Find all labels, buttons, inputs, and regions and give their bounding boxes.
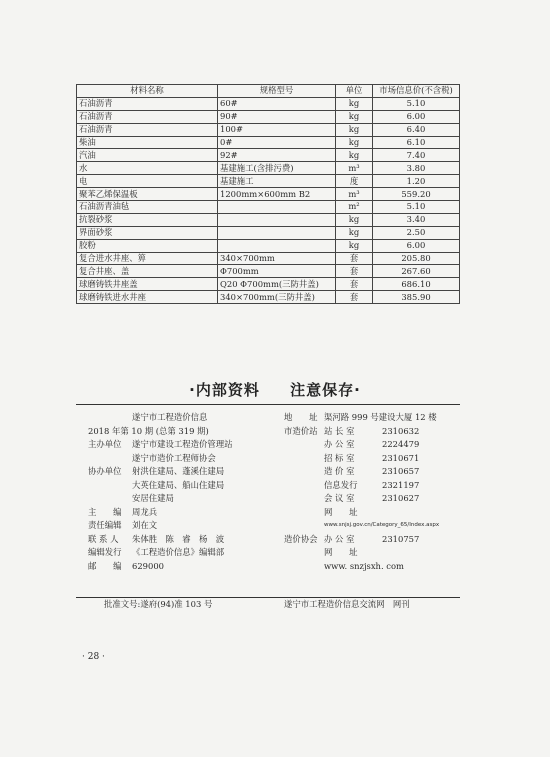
cell-price: 6.00 [373, 239, 460, 252]
info-row [76, 519, 276, 533]
table-row [77, 97, 460, 110]
info-value: 2310632 [382, 425, 420, 436]
info-row [76, 452, 276, 466]
table-row [77, 239, 460, 252]
table-row [77, 252, 460, 265]
info-row [76, 438, 276, 452]
cell-price: 6.00 [373, 110, 460, 123]
table-row [77, 291, 460, 304]
cell-price: 1.20 [373, 175, 460, 188]
info-value: 《工程造价信息》编辑部 [132, 547, 225, 557]
cell-unit: m² [336, 201, 373, 214]
table-header-row [77, 85, 460, 98]
cell-spec: 340×700mm(三防井盖) [218, 291, 336, 304]
cell-unit: kg [336, 226, 373, 239]
info-value: 遂宁市工程造价信息 [132, 412, 208, 422]
info-row [284, 506, 460, 520]
cell-name: 抗裂砂浆 [77, 213, 218, 226]
cell-name: 胶粉 [77, 239, 218, 252]
info-value: 渠河路 999 号建设大厦 12 楼 [324, 412, 437, 422]
info-row [284, 546, 460, 560]
cell-spec: 1200mm×600mm B2 [218, 188, 336, 201]
table-row [77, 278, 460, 291]
cell-price: 267.60 [373, 265, 460, 278]
info-row [284, 479, 460, 493]
info-left-column [76, 411, 276, 573]
page-number: · 28 · [82, 652, 105, 662]
cell-price: 6.40 [373, 123, 460, 136]
table-row [77, 201, 460, 214]
network-journal: 遂宁市工程造价信息交流网 网刊 [284, 599, 410, 609]
publication-info [76, 404, 460, 598]
info-value: 2321197 [382, 479, 420, 490]
info-value: 朱体胜 陈 睿 杨 波 [132, 533, 225, 544]
info-label: 责任编辑 [88, 520, 122, 530]
info-sublabel: 会 议 室 [324, 493, 355, 503]
cell-unit: kg [336, 136, 373, 149]
cell-name: 复合井座、盖 [77, 265, 218, 278]
table-row [77, 188, 460, 201]
table-row [77, 110, 460, 123]
cell-name: 电 [77, 175, 218, 188]
info-value: 2018 年第 10 期 (总第 319 期) [88, 425, 209, 436]
cell-unit: kg [336, 149, 373, 162]
cell-spec [218, 239, 336, 252]
info-row [76, 411, 276, 425]
table-row [77, 226, 460, 239]
info-sublabel: 信息发行 [324, 479, 358, 490]
cell-price: 385.90 [373, 291, 460, 304]
cell-price: 3.80 [373, 162, 460, 175]
info-label: 协办单位 [88, 466, 122, 476]
cell-price: 686.10 [373, 278, 460, 291]
info-row [284, 465, 460, 479]
cell-price: 6.10 [373, 136, 460, 149]
info-row [284, 438, 460, 452]
info-sublabel: 网 址 [324, 547, 358, 557]
info-value: 周龙兵 [132, 506, 158, 517]
info-sublabel: 办 公 室 [324, 439, 355, 449]
info-value: 刘在文 [132, 520, 158, 530]
info-label: 市造价站 [284, 425, 318, 436]
cell-spec [218, 226, 336, 239]
cell-unit: kg [336, 213, 373, 226]
cell-unit: kg [336, 239, 373, 252]
cell-name: 石油沥青 [77, 97, 218, 110]
cell-name: 聚苯乙烯保温板 [77, 188, 218, 201]
info-value: 2310757 [382, 533, 420, 544]
notice-banner [0, 379, 550, 400]
notice-keep: 注意保存· [290, 381, 361, 399]
cell-spec: 100# [218, 123, 336, 136]
column-header-name: 材料名称 [77, 85, 218, 98]
info-right-column [284, 411, 460, 573]
cell-name: 石油沥青 [77, 123, 218, 136]
table-body [77, 97, 460, 303]
table-row [77, 136, 460, 149]
info-row [76, 560, 276, 574]
info-sublabel: 造 价 室 [324, 466, 355, 476]
info-sublabel: 办 公 室 [324, 533, 355, 544]
info-label: 邮 编 [88, 560, 122, 571]
cell-spec: 92# [218, 149, 336, 162]
cell-spec: 340×700mm [218, 252, 336, 265]
column-header-spec: 规格型号 [218, 85, 336, 98]
cell-name: 柴油 [77, 136, 218, 149]
info-label: 主办单位 [88, 439, 122, 449]
info-row [76, 425, 276, 439]
website-link[interactable]: www.snjsj.gov.cn/Category_65/Index.aspx [324, 522, 440, 528]
info-row [284, 519, 460, 533]
info-row [284, 533, 460, 547]
column-header-unit: 单位 [336, 85, 373, 98]
cell-unit: m³ [336, 162, 373, 175]
info-row [76, 492, 276, 506]
cell-spec: 0# [218, 136, 336, 149]
info-sublabel: 网 址 [324, 506, 358, 517]
cell-name: 水 [77, 162, 218, 175]
cell-spec: Q20 Φ700mm(三防井盖) [218, 278, 336, 291]
cell-spec [218, 201, 336, 214]
info-row [76, 546, 276, 560]
cell-spec: 60# [218, 97, 336, 110]
cell-unit: 度 [336, 175, 373, 188]
info-row [76, 479, 276, 493]
info-value: 2224479 [382, 439, 420, 449]
cell-name: 复合进水井座、箅 [77, 252, 218, 265]
info-label: 地 址 [284, 412, 318, 422]
info-sublabel: 站 长 室 [324, 425, 355, 436]
info-label: 造价协会 [284, 533, 318, 544]
info-label: 联 系 人 [88, 533, 119, 544]
info-value: 大英住建局、船山住建局 [132, 479, 225, 490]
cell-price: 2.50 [373, 226, 460, 239]
column-header-price: 市场信息价(不含税) [373, 85, 460, 98]
cell-name: 球磨铸铁进水井座 [77, 291, 218, 304]
table-row [77, 213, 460, 226]
info-sublabel: 招 标 室 [324, 452, 355, 463]
info-row [284, 492, 460, 506]
table-row [77, 123, 460, 136]
cell-unit: kg [336, 97, 373, 110]
info-row [284, 452, 460, 466]
cell-name: 石油沥青 [77, 110, 218, 123]
cell-price: 559.20 [373, 188, 460, 201]
cell-price: 7.40 [373, 149, 460, 162]
info-row [284, 560, 460, 574]
info-row [284, 425, 460, 439]
info-value: 2310627 [382, 493, 420, 503]
cell-spec: 基建施工 [218, 175, 336, 188]
cell-unit: kg [336, 123, 373, 136]
cell-spec: 基建施工(含排污费) [218, 162, 336, 175]
cell-name: 界面砂浆 [77, 226, 218, 239]
cell-name: 汽油 [77, 149, 218, 162]
cell-spec [218, 213, 336, 226]
cell-spec: 90# [218, 110, 336, 123]
cell-name: 球磨铸铁井座盖 [77, 278, 218, 291]
price-table [76, 84, 460, 304]
cell-unit: 套 [336, 291, 373, 304]
approval-number: 批准文号:遂府(94)准 103 号 [104, 599, 213, 609]
table-row [77, 175, 460, 188]
info-value: 射洪住建局、蓬溪住建局 [132, 466, 225, 476]
cell-price: 5.10 [373, 201, 460, 214]
info-row [76, 465, 276, 479]
table-row [77, 265, 460, 278]
cell-price: 5.10 [373, 97, 460, 110]
info-label: 主 编 [88, 506, 122, 517]
cell-unit: 套 [336, 265, 373, 278]
cell-unit: kg [336, 110, 373, 123]
cell-spec: Φ700mm [218, 265, 336, 278]
cell-unit: 套 [336, 252, 373, 265]
cell-unit: 套 [336, 278, 373, 291]
cell-price: 205.80 [373, 252, 460, 265]
info-value: 安居住建局 [132, 493, 174, 503]
info-row [284, 411, 460, 425]
table-row [77, 149, 460, 162]
info-value: 遂宁市建设工程造价管理站 [132, 439, 233, 449]
info-label: 编辑发行 [88, 547, 122, 557]
info-value: 遂宁市造价工程师协会 [132, 452, 216, 463]
website-link[interactable]: www. snzjsxh. com [324, 560, 404, 571]
info-value: 2310657 [382, 466, 420, 476]
info-row [76, 533, 276, 547]
info-value: 629000 [132, 560, 164, 571]
info-value: 2310671 [382, 452, 420, 463]
cell-name: 石油沥青油毡 [77, 201, 218, 214]
cell-unit: m³ [336, 188, 373, 201]
info-row [76, 506, 276, 520]
notice-internal: ·内部资料 [189, 381, 260, 399]
table-row [77, 162, 460, 175]
cell-price: 3.40 [373, 213, 460, 226]
